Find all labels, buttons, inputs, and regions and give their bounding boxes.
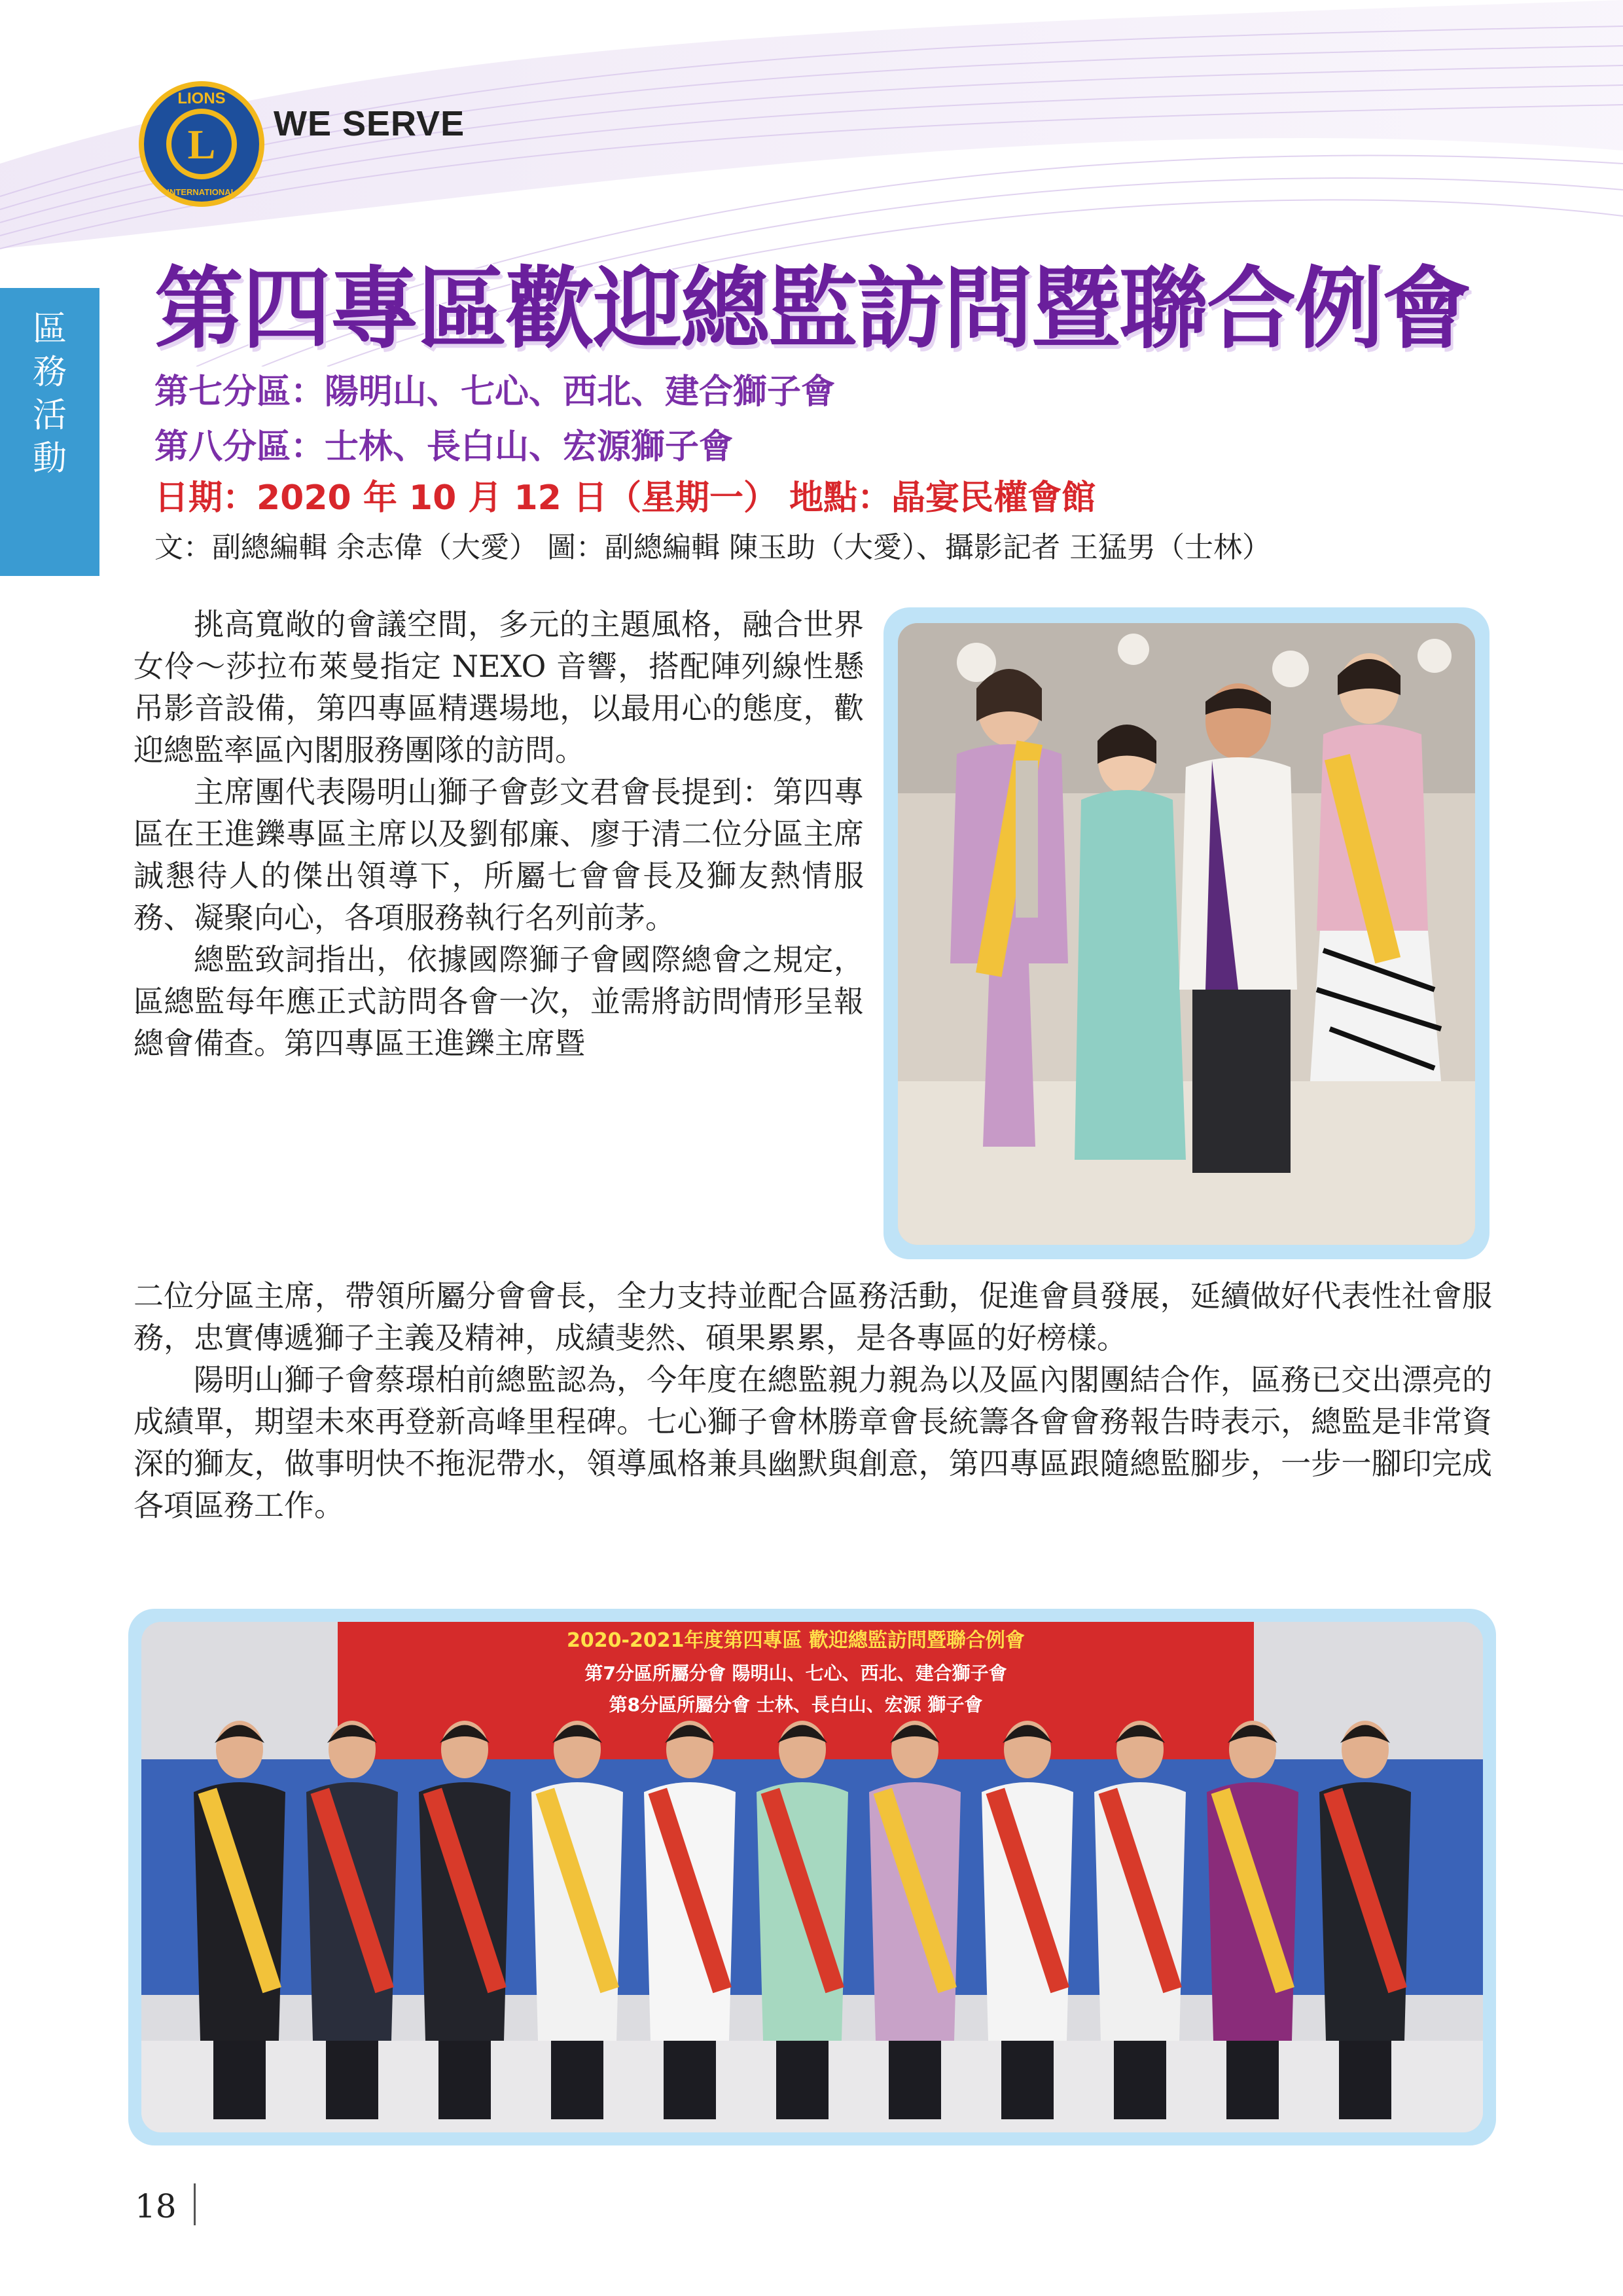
banner-line-3: 2020-2021年度第四專區 歡迎總監訪問暨聯合例會	[567, 1629, 1025, 1652]
article-body-full	[134, 1275, 1492, 1526]
page-number-divider	[194, 2183, 196, 2225]
page-number: 18	[135, 2187, 177, 2225]
person-legs	[213, 2041, 266, 2119]
person-legs	[1339, 2041, 1391, 2119]
paragraph: 總監致詞指出，依據國際獅子會國際總會之規定，區總監每年應正式訪問各會一次，並需將訪問情形呈報總會備查。第四專區王進鑠主席暨	[134, 942, 864, 1061]
paragraph: 挑高寬敞的會議空間，多元的主題風格，融合世界女伶～莎拉布萊曼指定 NEXO 音響，搭配陣列線性懸吊影音設備，第四專區精選場地，以最用心的態度，歡迎總監率區內閣服務團隊的訪問。	[134, 607, 864, 768]
article-credit: 文：副總編輯 余志偉（大愛） 圖：副總編輯 陳玉助（大愛）、攝影記者 王猛男（士林）	[154, 531, 1271, 564]
logo-top-text: LIONS	[177, 90, 226, 107]
person-legs	[438, 2041, 491, 2119]
person-legs	[551, 2041, 603, 2119]
subtitle-zone-7: 第七分區：陽明山、七心、西北、建合獅子會	[154, 372, 836, 412]
paragraph: 陽明山獅子會蔡璟柏前總監認為，今年度在總監親力親為以及區內閣團結合作，區務已交出漂亮的成績單，期望未來再登新高峰里程碑。七心獅子會林勝章會長統籌各會會務報告時表示，總監是非常資深的獅友，做事明快不拖泥帶水，領導風格兼具幽默與創意，第四專區跟隨總監腳步，一步一腳印完成各項區務工作。	[134, 1362, 1492, 1523]
logo-bottom-text: INTERNATIONAL	[167, 187, 236, 197]
banner-line-2: 第8分區所屬分會 士林、長白山、宏源 獅子會	[609, 1694, 983, 1715]
person-legs	[1226, 2041, 1279, 2119]
person-legs	[1001, 2041, 1054, 2119]
subtitle-zone-8: 第八分區：士林、長白山、宏源獅子會	[154, 427, 734, 467]
person-legs	[664, 2041, 716, 2119]
person-legs	[889, 2041, 941, 2119]
logo-letter: L	[187, 121, 216, 168]
paragraph: 主席團代表陽明山獅子會彭文君會長提到：第四專區在王進鑠專區主席以及劉郁廉、廖于清二位分區主席誠懇待人的傑出領導下，所屬七會會長及獅友熱情服務、凝聚向心，各項服務執行名列前茅。	[134, 774, 864, 935]
motto: WE SERVE	[274, 104, 465, 143]
person-legs	[1114, 2041, 1166, 2119]
group-photo-stage	[141, 1622, 1483, 2132]
lions-international-logo	[136, 79, 267, 209]
group-photo-four-people	[898, 623, 1475, 1245]
date-location: 日期：2020 年 10 月 12 日（星期一） 地點：晶宴民權會館	[154, 478, 1096, 518]
article-body-column	[134, 603, 864, 1064]
section-tab-label: 區 務 活 動	[32, 310, 67, 478]
banner-line-1: 第7分區所屬分會 陽明山、七心、西北、建合獅子會	[584, 1662, 1007, 1684]
person-legs	[776, 2041, 829, 2119]
paragraph: 二位分區主席，帶領所屬分會會長，全力支持並配合區務活動，促進會員發展，延續做好代表性社會服務，忠實傳遞獅子主義及精神，成績斐然、碩果累累，是各專區的好榜樣。	[134, 1278, 1492, 1355]
person-legs	[326, 2041, 378, 2119]
article-title: 第四專區歡迎總監訪問暨聯合例會	[154, 258, 1470, 361]
